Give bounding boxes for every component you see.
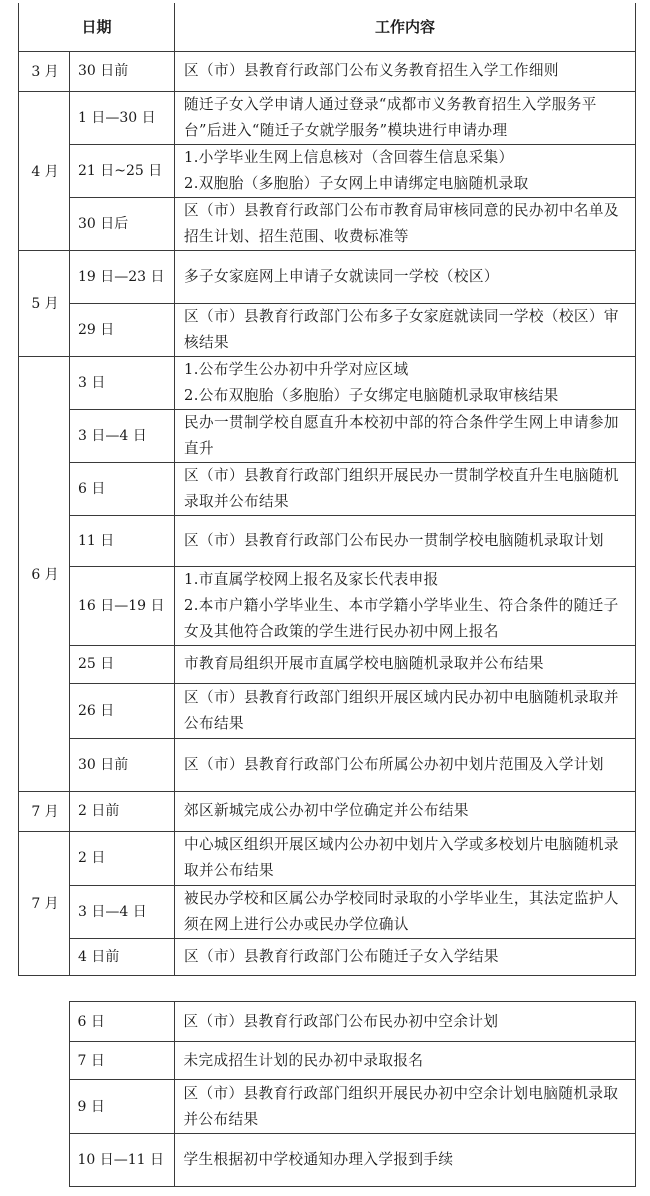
table-row	[19, 791, 636, 831]
content-line: 1.市直属学校网上报名及家长代表申报	[184, 570, 439, 588]
content-cell	[175, 885, 636, 938]
content-cell	[175, 356, 636, 409]
content-cell	[174, 1080, 635, 1134]
schedule-table-continued	[18, 1001, 636, 1187]
content-line: 区（市）县教育行政部门公布民办一贯制学校电脑随机录取计划	[184, 531, 604, 549]
date-cell: 4 日前	[70, 938, 175, 975]
date-cell: 26 日	[70, 683, 175, 738]
date-cell: 11 日	[70, 515, 175, 566]
content-cell	[175, 51, 636, 91]
date-cell: 16 日—19 日	[70, 566, 175, 645]
content-line: 多子女家庭网上申请子女就读同一学校（校区）	[184, 267, 499, 285]
table-row	[19, 645, 636, 683]
content-line: 随迁子女入学申请人通过登录“成都市义务教育招生入学服务平台”后进入“随迁子女就学服务”模块进行申请办理	[184, 95, 597, 139]
table-row	[18, 1134, 635, 1187]
content-cell	[175, 409, 636, 462]
content-cell	[175, 303, 636, 356]
table-row	[19, 197, 636, 250]
month-cell: 7 月	[19, 791, 70, 831]
content-line: 被民办学校和区属公办学校同时录取的小学毕业生，其法定监护人须在网上进行公办或民办学位确认	[184, 889, 619, 933]
date-cell: 21 日~25 日	[70, 144, 175, 197]
table-row	[19, 566, 636, 645]
date-cell: 2 日前	[70, 791, 175, 831]
date-cell: 6 日	[69, 1002, 174, 1042]
content-line: 市教育局组织开展市直属学校电脑随机录取并公布结果	[184, 655, 544, 672]
content-line: 学生根据初中学校通知办理入学报到手续	[183, 1151, 454, 1168]
table-row	[19, 831, 636, 885]
table-row	[19, 515, 636, 566]
content-cell	[174, 1134, 635, 1187]
date-cell: 25 日	[70, 645, 175, 683]
content-line: 区（市）县教育行政部门公布市教育局审核同意的民办初中名单及招生计划、招生范围、收费标准等	[184, 201, 619, 245]
date-cell: 30 日前	[70, 51, 175, 91]
content-cell	[175, 791, 636, 831]
content-cell	[174, 1002, 635, 1042]
date-cell: 29 日	[70, 303, 175, 356]
month-cell: 5 月	[19, 250, 70, 356]
table-row	[19, 683, 636, 738]
content-line: 郊区新城完成公办初中学位确定并公布结果	[184, 802, 469, 819]
date-cell: 7 日	[69, 1042, 174, 1080]
content-line: 区（市）县教育行政部门组织开展区域内民办初中电脑随机录取并公布结果	[184, 688, 619, 732]
date-cell: 3 日—4 日	[70, 409, 175, 462]
date-cell: 9 日	[69, 1080, 174, 1134]
month-cell-continued	[18, 1002, 69, 1187]
content-line: 未完成招生计划的民办初中录取报名	[183, 1051, 424, 1069]
table-row	[19, 409, 636, 462]
content-cell	[175, 250, 636, 303]
date-cell: 30 日后	[70, 197, 175, 250]
month-cell: 6 月	[19, 356, 70, 791]
date-cell: 1 日—30 日	[70, 91, 175, 144]
content-line: 1.小学毕业生网上信息核对（含回蓉生信息采集）	[184, 148, 514, 166]
table-row	[19, 738, 636, 791]
content-line: 1.公布学生公办初中升学对应区域	[184, 360, 409, 378]
content-line: 2.公布双胞胎（多胞胎）子女绑定电脑随机录取审核结果	[184, 386, 559, 404]
content-cell	[175, 91, 636, 144]
content-line: 2.本市户籍小学毕业生、本市学籍小学毕业生、符合条件的随迁子女及其他符合政策的学生进行民办初中网上报名	[184, 596, 619, 640]
date-cell: 6 日	[70, 462, 175, 515]
content-line: 区（市）县教育行政部门公布多子女家庭就读同一学校（校区）审核结果	[184, 307, 619, 351]
content-cell	[175, 515, 636, 566]
table-header-row	[19, 3, 636, 51]
content-cell	[175, 197, 636, 250]
content-cell	[175, 738, 636, 791]
content-cell	[174, 1042, 635, 1080]
content-cell	[175, 831, 636, 885]
content-line: 民办一贯制学校自愿直升本校初中部的符合条件学生网上申请参加直升	[184, 413, 619, 457]
content-line: 区（市）县教育行政部门组织开展民办一贯制学校直升生电脑随机录取并公布结果	[184, 466, 619, 510]
table-row	[19, 938, 636, 975]
content-line: 区（市）县教育行政部门公布随迁子女入学结果	[184, 947, 499, 965]
content-line: 中心城区组织开展区域内公办初中划片入学或多校划片电脑随机录取并公布结果	[184, 836, 619, 879]
table-row	[19, 462, 636, 515]
content-cell	[175, 938, 636, 975]
content-line: 2.双胞胎（多胞胎）子女网上申请绑定电脑随机录取	[184, 174, 529, 192]
content-cell	[175, 566, 636, 645]
month-cell: 7 月	[19, 831, 70, 975]
table-row	[19, 250, 636, 303]
content-line: 区（市）县教育行政部门组织开展民办初中空余计划电脑随机录取并公布结果	[183, 1084, 619, 1128]
date-cell: 10 日—11 日	[69, 1134, 174, 1187]
date-cell: 19 日—23 日	[70, 250, 175, 303]
content-line: 区（市）县教育行政部门公布民办初中空余计划	[183, 1012, 499, 1030]
table-row	[19, 91, 636, 144]
table-row	[19, 303, 636, 356]
date-cell: 3 日—4 日	[70, 885, 175, 938]
date-cell: 30 日前	[70, 738, 175, 791]
content-cell	[175, 683, 636, 738]
month-cell: 4 月	[19, 91, 70, 250]
content-cell	[175, 645, 636, 683]
table-row	[18, 1002, 635, 1042]
table-row	[19, 144, 636, 197]
month-cell: 3 月	[19, 51, 70, 91]
date-cell: 2 日	[70, 831, 175, 885]
table-row	[18, 1080, 635, 1134]
table-row	[19, 885, 636, 938]
content-line: 区（市）县教育行政部门公布义务教育招生入学工作细则	[184, 62, 559, 79]
content-cell	[175, 144, 636, 197]
table-row	[18, 1042, 635, 1080]
date-column-header: 日期	[19, 3, 175, 51]
content-cell	[175, 462, 636, 515]
schedule-table	[18, 3, 636, 976]
table-row	[19, 51, 636, 91]
content-line: 区（市）县教育行政部门公布所属公办初中划片范围及入学计划	[184, 755, 604, 773]
date-cell: 3 日	[70, 356, 175, 409]
content-column-header: 工作内容	[175, 3, 636, 51]
table-row	[19, 356, 636, 409]
